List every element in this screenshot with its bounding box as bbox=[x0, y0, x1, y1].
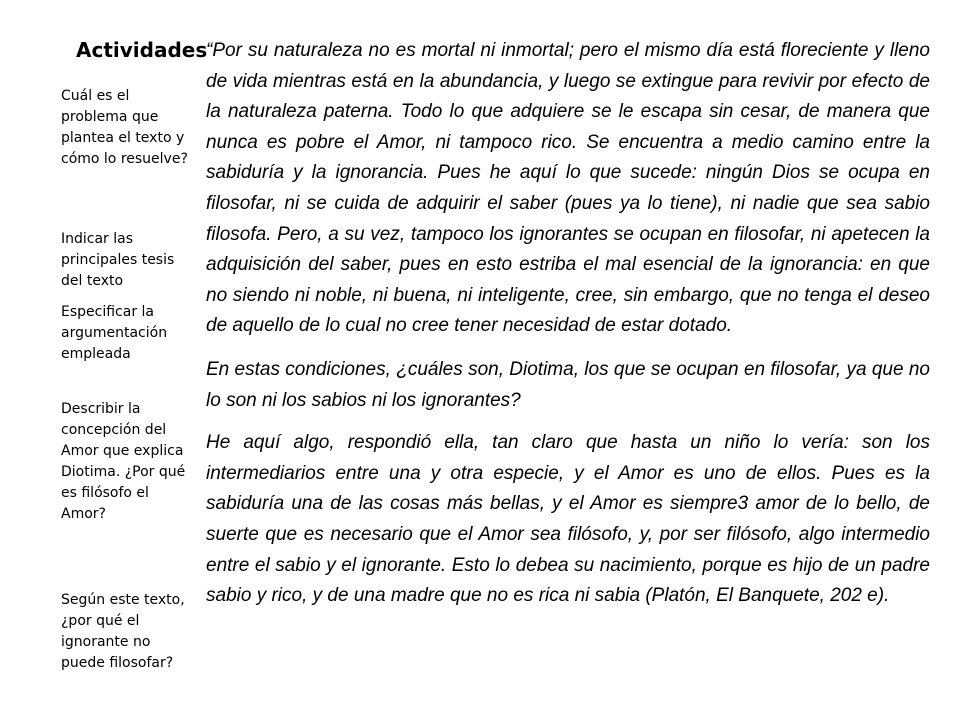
page-title: Actividades bbox=[76, 38, 208, 62]
passage-paragraph: “Por su naturaleza no es mortal ni inmortal; pero el mismo día está floreciente y lleno de vida mientras está en la abundancia, y luego se extingue para revivir por efecto de la naturaleza paterna. Todo lo que adquiere se le escapa sin cesar, de manera que nunca es pobre el Amor, ni tampoco rico. Se encuentra a medio camino entre la sabiduría y la ignorancia. Pues he aquí lo que sucede: ningún Dios se ocupa en filosofar, ni se cuida de adquirir el saber (pues ya lo tiene), ni nadie que sea sabio filosofa. Pero, a su vez, tampoco los ignorantes se ocupan en filosofar, ni apetecen la adquisición del saber, pues en esto estriba el mal esencial de la ignorancia: en que no siendo ni noble, ni buena, ni inteligente, cree, sin embargo, que no tenga el deseo de aquello de lo cual no cree tener necesidad de estar dotado. bbox=[206, 40, 930, 337]
passage-paragraph: En estas condiciones, ¿cuáles son, Diotima, los que se ocupan en filosofar, ya que no lo son ni los sabios ni los ignorantes? bbox=[206, 358, 930, 411]
activity-item-argumentation: Especificar la argumentación empleada bbox=[61, 304, 168, 362]
activity-item-problem: Cuál es el problema que plantea el texto y cómo lo resuelve? bbox=[61, 88, 188, 167]
activity-item-thesis: Indicar las principales tesis del texto bbox=[61, 231, 175, 289]
passage-paragraph: He aquí algo, respondió ella, tan claro que hasta un niño lo vería: son los intermediarios entre una y otra especie, y el Amor es uno de ellos. Pues es la sabiduría una de las cosas más bellas, y el Amor es siempre3 amor de lo bello, de suerte que es necesario que el Amor sea filósofo, y, por ser filósofo, algo intermedio entre el sabio y el ignorante. Esto lo debea su nacimiento, porque es hijo de un padre sabio y rico, y de una madre que no es rica ni sabia (Platón, El Banquete, 202 e). bbox=[206, 432, 930, 607]
quoted-passage bbox=[206, 36, 930, 612]
activity-item-ignorant: Según este texto, ¿por qué el ignorante no puede filosofar? bbox=[61, 592, 185, 671]
activity-item-love-concept: Describir la concepción del Amor que explica Diotima. ¿Por qué es filósofo el Amor? bbox=[61, 401, 186, 522]
